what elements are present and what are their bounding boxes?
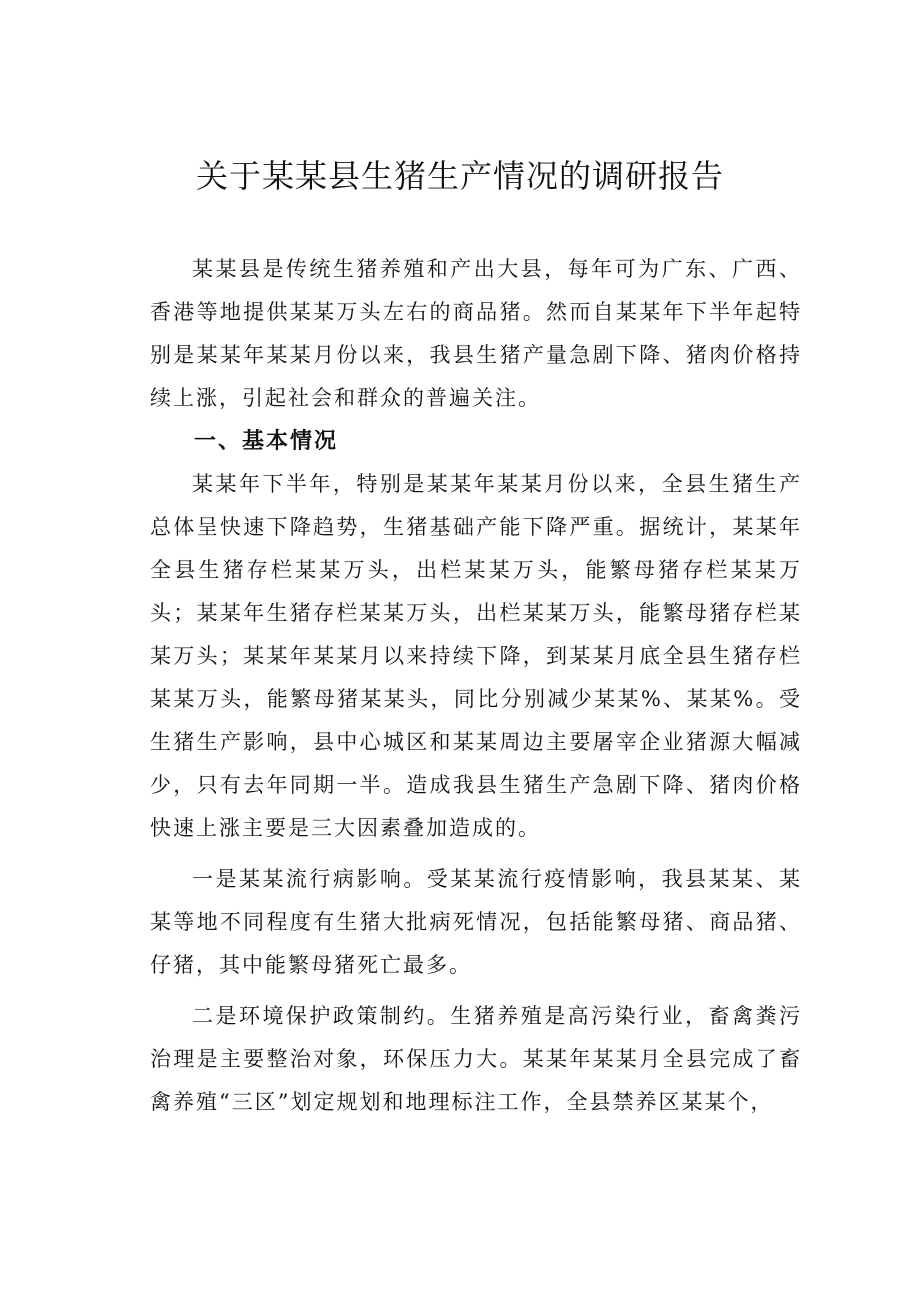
document-title: 关于某某县生猪生产情况的调研报告 bbox=[195, 157, 724, 195]
document-body bbox=[150, 248, 802, 1124]
environmental-policy-paragraph: 二是环境保护政策制约。生猪养殖是高污染行业，畜禽粪污治理是主要整治对象，环保压力大。某某年某某月全县完成了畜禽养殖“三区”划定规划和地理标注工作，全县禁养区某某个， bbox=[150, 1004, 802, 1114]
section-heading-basic-situation: 一、基本情况 bbox=[194, 429, 339, 454]
intro-paragraph: 某某县是传统生猪养殖和产出大县，每年可为广东、广西、香港等地提供某某万头左右的商品猪。然而自某某年下半年起特别是某某年某某月份以来，我县生猪产量急剧下降、猪肉价格持续上涨，引起社会和群众的普遍关注。 bbox=[150, 257, 802, 410]
basic-situation-paragraph: 某某年下半年，特别是某某年某某月份以来，全县生猪生产总体呈快速下降趋势，生猪基础产能下降严重。据统计，某某年全县生猪存栏某某万头，出栏某某万头，能繁母猪存栏某某万头；某某年生猪存栏某某万头，出栏某某万头，能繁母猪存栏某某万头；某某年某某月以来持续下降，到某某月底全县生猪存栏某某万头，能繁母猪某某头，同比分别减少某某%、某某%。受生猪生产影响，县中心城区和某某周边主要屠宰企业猪源大幅减少，只有去年同期一半。造成我县生猪生产急剧下降、猪肉价格快速上涨主要是三大因素叠加造成的。 bbox=[150, 472, 802, 840]
epidemic-impact-paragraph: 一是某某流行病影响。受某某流行疫情影响，我县某某、某某等地不同程度有生猪大批病死情况，包括能繁母猪、商品猪、仔猪，其中能繁母猪死亡最多。 bbox=[150, 867, 802, 977]
